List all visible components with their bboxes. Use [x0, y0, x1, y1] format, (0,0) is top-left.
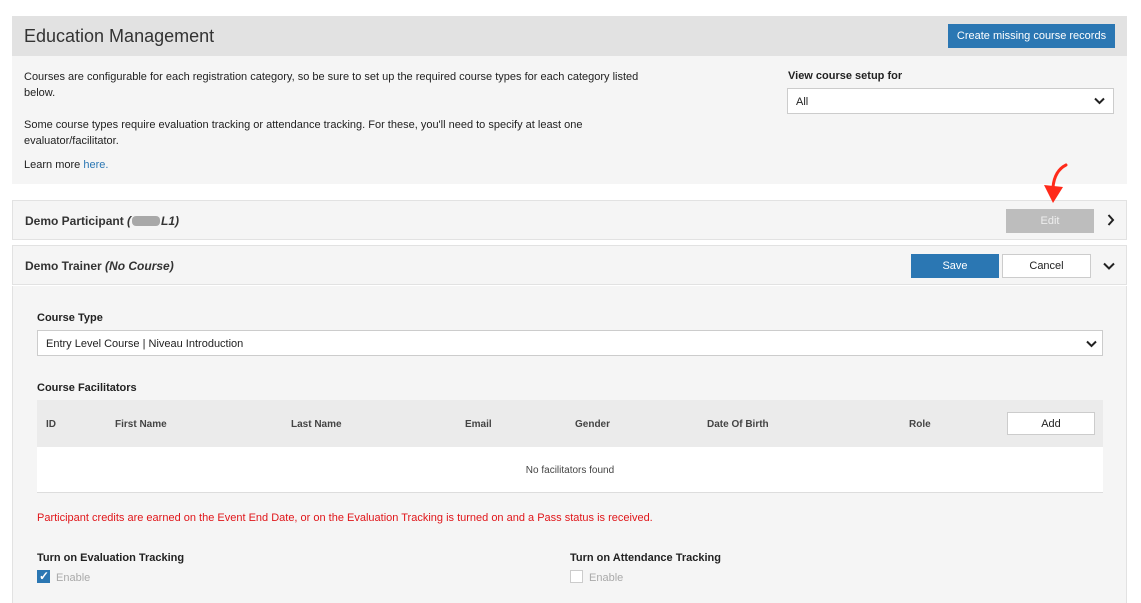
save-button[interactable]: Save — [911, 254, 999, 278]
course-facilitators-label: Course Facilitators — [37, 382, 137, 394]
intro-paragraph-1: Courses are configurable for each registration category, so be sure to set up the required course types for each category listed below. — [24, 71, 639, 99]
view-course-setup-label: View course setup for — [788, 70, 903, 82]
redacted-text — [132, 216, 160, 226]
learn-more-text — [24, 157, 108, 173]
chevron-down-icon — [1094, 97, 1105, 105]
chevron-right-icon[interactable] — [1107, 214, 1115, 226]
checkmark-icon: ✓ — [39, 569, 50, 583]
category-name: Demo Participant — [25, 214, 124, 228]
facilitators-table-header — [37, 400, 1103, 447]
empty-state-text: No facilitators found — [525, 465, 615, 476]
course-type-value: Entry Level Course | Niveau Introduction — [46, 338, 244, 350]
category-course-detail — [127, 214, 179, 228]
page-header — [12, 16, 1127, 56]
page-title: Education Management — [24, 26, 215, 46]
evaluation-tracking-checkbox[interactable] — [37, 570, 50, 583]
view-course-setup-value: All — [796, 96, 809, 108]
intro-panel — [12, 56, 1127, 184]
column-header-date-of-birth: Date Of Birth — [707, 419, 769, 430]
intro-paragraph-2: Some course types require evaluation tracking or attendance tracking. For these, you'll need to specify at least one evaluator/facilitator. — [24, 119, 583, 147]
course-type-select[interactable] — [37, 330, 1103, 356]
column-header-id: ID — [46, 419, 56, 430]
category-title — [25, 214, 179, 228]
evaluation-tracking-enable-label: Enable — [56, 572, 91, 584]
view-course-setup-select[interactable] — [787, 88, 1114, 114]
category-name: Demo Trainer — [25, 259, 102, 273]
chevron-down-icon — [1086, 340, 1097, 348]
attendance-tracking-checkbox[interactable] — [570, 570, 583, 583]
column-header-role: Role — [909, 419, 931, 430]
create-missing-course-records-button[interactable]: Create missing course records — [948, 24, 1115, 48]
category-title — [25, 259, 174, 273]
course-detail-text: L1) — [161, 214, 180, 228]
facilitators-table-body — [37, 447, 1103, 493]
evaluation-tracking-label: Turn on Evaluation Tracking — [37, 552, 185, 564]
attendance-tracking-enable-label: Enable — [589, 572, 624, 584]
column-header-first-name: First Name — [115, 419, 167, 430]
cancel-button[interactable]: Cancel — [1002, 254, 1091, 278]
column-header-gender: Gender — [575, 419, 611, 430]
column-header-email: Email — [465, 419, 492, 430]
category-row-demo-participant[interactable] — [12, 200, 1127, 240]
learn-more-link[interactable]: here. — [83, 159, 109, 171]
edit-button[interactable]: Edit — [1006, 209, 1094, 233]
credits-warning-text: Participant credits are earned on the Event End Date, or on the Evaluation Tracking is turned on and a Pass status is received. — [37, 512, 653, 524]
add-facilitator-button[interactable]: Add — [1007, 412, 1095, 435]
category-course-detail: (No Course) — [105, 259, 174, 273]
category-row-demo-trainer[interactable] — [12, 245, 1127, 285]
annotation-arrow-icon — [1036, 163, 1072, 207]
course-setup-panel — [12, 286, 1127, 603]
course-detail-open: ( — [127, 214, 132, 228]
attendance-tracking-label: Turn on Attendance Tracking — [570, 552, 721, 564]
chevron-down-icon[interactable] — [1103, 262, 1115, 270]
column-header-last-name: Last Name — [291, 419, 342, 430]
learn-more-prefix: Learn more — [24, 159, 81, 171]
course-type-label: Course Type — [37, 312, 103, 324]
